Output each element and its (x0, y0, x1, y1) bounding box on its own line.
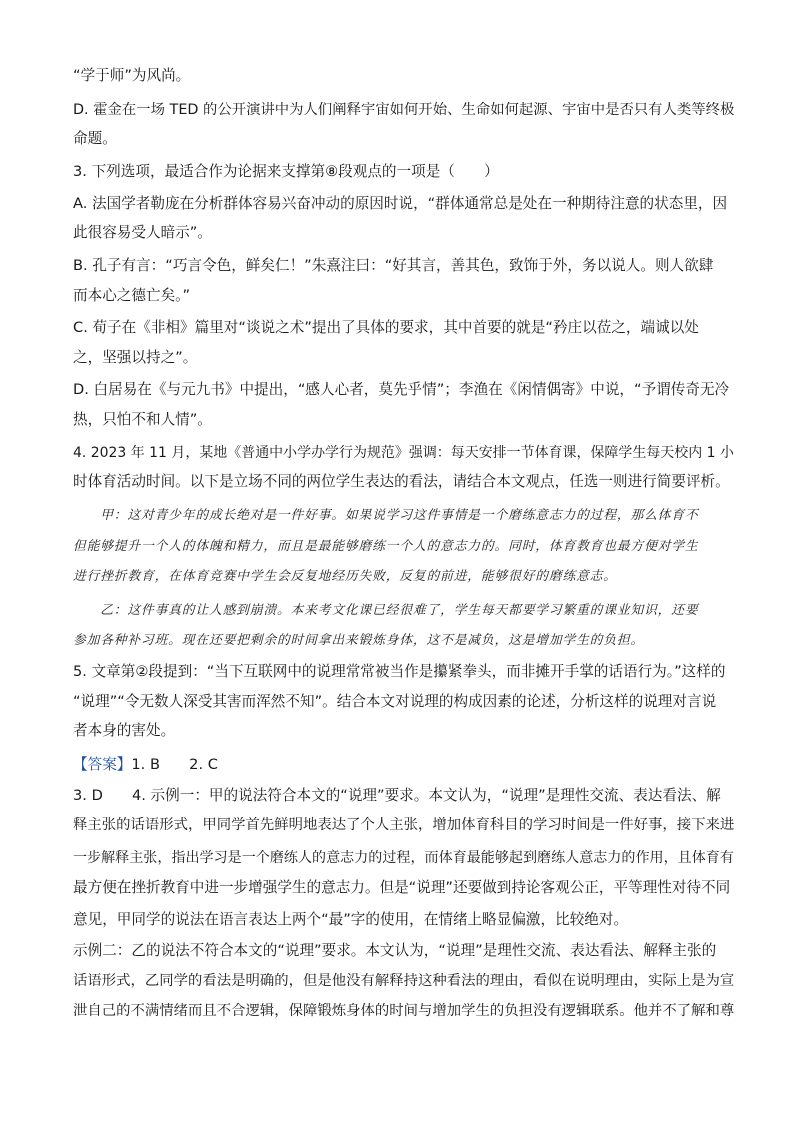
text-line: 之，坚强以持之”。 (73, 349, 198, 366)
option-a-line: A. 法国学者勒庞在分析群体容易兴奋冲动的原因时说，“群体通常总是处在一种期待注意的状态里，因 (73, 195, 728, 212)
answer-text-line: 最方便在挫折教育中进一步增强学生的意志力。但是“说理”还要做到持论客观公正，平等理性对待不同 (73, 879, 731, 896)
quote-line: 乙：这件事真的让人感到崩溃。本来考文化课已经很难了，学生每天都要学习繁重的课业知识，还要 (73, 603, 699, 618)
quote-line: 但能够提升一个人的体魄和精力，而且是最能够磨练一个人的意志力的。同时，体育教育也最方便对学生 (73, 539, 699, 554)
question-3: 3. 下列选项，最适合作为论据来支撑第⑧段观点的一项是（ ） (73, 163, 499, 180)
answer-text-line: 意见，甲同学的说法在语言表达上两个“最”字的使用，在情绪上略显偏激，比较绝对。 (73, 911, 629, 928)
answer-text-line: 示例二：乙的说法不符合本文的“说理”要求。本文认为，“说理”是理性交流、表达看法、解释主张的 (73, 942, 717, 959)
answer-text-line: 3. D 4. 示例一：甲的说法符合本文的“说理”要求。本文认为，“说理”是理性交流、表达看法、解 (73, 787, 721, 804)
text-line: 此很容易受人暗示”。 (73, 224, 212, 241)
quote-line: 参加各种补习班。现在还要把剩余的时间拿出来锻炼身体，这不是减负，这是增加学生的负担。 (73, 633, 645, 648)
question-5: 5. 文章第②段提到：“当下互联网中的说理常常被当作是攥紧拳头，而非摊开手掌的话语行为。”这样的 (73, 663, 726, 680)
text-line: 者本身的害处。 (73, 722, 176, 739)
option-d-line: D. 霍金在一场 TED 的公开演讲中为人们阐释宇宙如何开始、生命如何起源、宇宙中是否只有人类等终极 (73, 102, 735, 118)
answer-label: 【答案】 (73, 756, 132, 773)
quote-line: 进行挫折教育，在体育竞赛中学生会反复地经历失败，反复的前进，能够很好的磨练意志。 (73, 569, 617, 584)
answer-text-line: 释主张的话语形式，甲同学首先鲜明地表达了个人主张，增加体育科目的学习时间是一件好事，接下来进 (73, 817, 735, 833)
answer-text-line: 一步解释主张，指出学习是一个磨练人的意志力的过程，而体育最能够起到磨练人意志力的作用，且体育有 (73, 850, 734, 866)
text-line: 时体育活动时间。以下是立场不同的两位学生表达的看法，请结合本文观点，任选一则进行简要评析。 (73, 473, 730, 490)
option-d-line: D. 白居易在《与元九书》中提出，“感人心者，莫先乎情”；李渔在《闲情偶寄》中说，“予谓传奇无冷 (73, 381, 730, 398)
text-line: “学于师”为风尚。 (73, 67, 191, 84)
answer-text-line: 话语形式，乙同学的看法是明确的，但是他没有解释持这种看法的理由，看似在说明理由，实际上是为宣 (73, 973, 735, 989)
text-line: “说理”“令无数人深受其害而浑然不知”。结合本文对说理的构成因素的论述，分析这样的说理对言说 (73, 693, 717, 710)
quote-line: 甲：这对青少年的成长绝对是一件好事。如果说学习这件事情是一个磨练意志力的过程，那么体育不 (73, 508, 699, 523)
text-line: 而本心之德亡矣。” (73, 287, 191, 304)
answer-line (73, 755, 218, 775)
text-line: 命题。 (73, 130, 117, 147)
answer-text: 1. B 2. C (131, 756, 218, 773)
answer-text-line: 泄自己的不满情绪而且不合逻辑，保障锻炼身体的时间与增加学生的负担没有逻辑联系。他并不了解和尊 (73, 1003, 735, 1019)
option-c-line: C. 荀子在《非相》篇里对“谈说之术”提出了具体的要求，其中首要的就是“矜庄以莅之，端诚以处 (73, 319, 699, 336)
text-line: 热，只怕不和人情”。 (73, 411, 212, 428)
option-b-line: B. 孔子有言：“巧言令色，鲜矣仁！”朱熹注曰：“好其言，善其色，致饰于外，务以说人。则人欲肆 (73, 257, 714, 274)
question-4: 4. 2023 年 11 月，某地《普通中小学办学行为规范》强调：每天安排一节体育课，保障学生每天校内 1 小 (73, 445, 734, 461)
